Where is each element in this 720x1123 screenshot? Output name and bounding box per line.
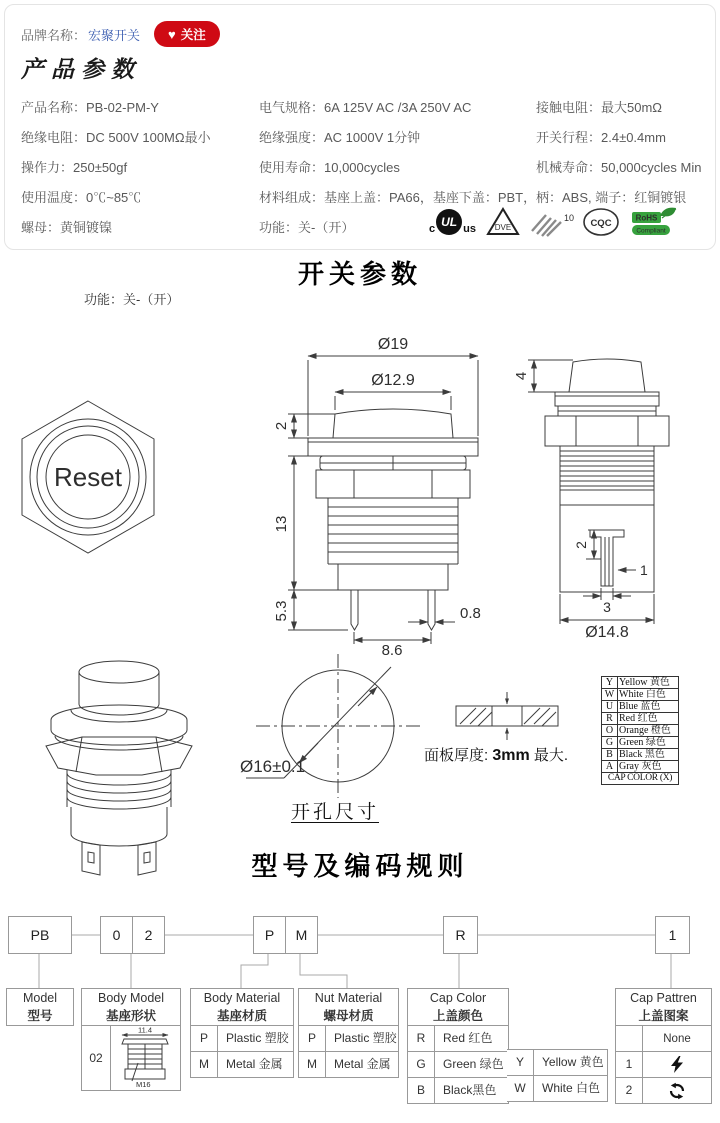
cqc-cert-icon [582,207,620,237]
table-row: G Green 绿色 [602,737,679,749]
ul-mark: UL [436,209,462,235]
svg-text:DVE: DVE [494,223,512,232]
code-box-body-model [100,916,165,954]
brand-label: 品牌名称： [21,27,87,43]
code-segment: 1 [668,927,677,943]
body-model-code: 02 [82,1026,111,1090]
table-row: Y Yellow 黄色 [602,677,679,689]
dim-label: Ø19 [377,336,409,353]
certification-icons [429,201,678,243]
table-title-zh: 上盖图案 [638,1008,689,1023]
dim-label: 11.4 [137,1025,153,1035]
front-view-drawing [248,334,496,659]
hole-size-caption: 开孔尺寸 [290,802,379,823]
table-row: B Black 黑色 [602,749,679,761]
code-segment: 2 [132,917,164,953]
table-title-en: Model [22,990,58,1005]
table-row: P Plastic 塑胶 [299,1026,398,1052]
table-title-zh: 螺母材质 [323,1008,374,1023]
code-box-cap-color [443,916,478,954]
body-model-table [81,988,181,1091]
table-row: P Plastic 塑胶 [191,1026,293,1052]
code-segment: M [285,917,317,953]
code-box-materials [253,916,318,954]
thread-label: M16 [136,1080,151,1089]
code-segment: PB [30,927,50,943]
dim-label: Ø16±0.1 [240,757,306,776]
cap-color-table [407,988,509,1104]
spec-item: 使用寿命：10,000cycles [259,160,400,175]
table-row [82,1026,180,1090]
button-3d-drawing [22,642,217,857]
table-title-en: Nut Material [314,990,383,1005]
cap-pattern-table [615,988,712,1104]
panel-note-value: 3mm [492,747,530,764]
panel-note-suffix: 最大. [529,747,569,764]
body-material-table [190,988,294,1078]
table-row: None [616,1026,711,1052]
dim-label: 8.6 [381,642,403,659]
table-row: R Red 红色 [408,1026,508,1052]
panel-note-prefix: 面板厚度: [424,747,493,764]
reset-label: Reset [54,462,122,492]
table-title-en: Body Material [203,990,281,1005]
ul-cert-icon [429,209,476,235]
spec-item: 电气规格：6A 125V AC /3A 250V AC [259,100,472,115]
table-row: Y Yellow 黄色 [507,1050,607,1076]
enec10-cert-icon [530,207,572,237]
spec-column-3 [536,93,714,213]
cap-color-code-table [601,676,679,785]
brand-bar [21,21,220,47]
dim-label: Ø12.9 [371,372,415,389]
table-row: 2 [616,1078,711,1103]
code-box-cap-pattern [655,916,690,954]
follow-button[interactable] [154,21,220,47]
spec-item: 柄：ABS, 端子：红铜镀银 [536,190,687,205]
cap-color-ext-table [507,1049,608,1102]
table-row: O Orange 橙色 [602,725,679,737]
table-row: A Gray 灰色 [602,761,679,773]
dim-label: 2 [273,421,290,431]
table-row: W White 白色 [602,689,679,701]
table-row: W White 白色 [507,1076,607,1101]
table-title-en: Cap Pattren [630,990,697,1005]
svg-text:RoHS: RoHS [635,213,658,223]
switch-params-title: 开关参数 [297,259,422,289]
table-row: B Black黑色 [408,1078,508,1103]
dim-label: 13 [273,515,290,533]
vde-cert-icon [486,207,520,237]
table-title-zh: 型号 [27,1008,53,1023]
table-title-zh: 上盖颜色 [432,1008,483,1023]
table-row: M Metal 金属 [191,1052,293,1077]
table-row: 1 [616,1052,711,1078]
dim-label: 4 [513,371,530,381]
code-segment: P [264,927,275,943]
table-title-zh: 基座材质 [216,1008,267,1023]
nut-material-table [298,988,399,1078]
table-row: G Green 绿色 [408,1052,508,1078]
product-params-title: 产品参数 [21,56,141,83]
coding-rules-title: 型号及编码规则 [251,851,469,881]
rohs-cert-icon [630,206,678,238]
table-title-en: Cap Color [429,990,487,1005]
spec-item: 使用温度：0℃~85℃ [21,190,142,205]
rotate-arrows-icon [668,1082,686,1100]
heart-icon: ♥ [168,26,176,42]
follow-label: 关注 [180,28,206,42]
spec-item: 材料组成：基座上盖：PA66，基座下盖：PBT， [259,190,537,205]
product-params-card [4,4,716,250]
table-row: CAP COLOR (X) [602,773,679,785]
svg-text:Compliant: Compliant [636,227,666,235]
spec-item: 产品名称：PB-02-PM-Y [21,100,159,115]
spec-item: 绝缘强度：AC 1000V 1分钟 [259,130,421,145]
dim-label: 0.8 [460,605,481,622]
body-model-thumbnail [111,1026,180,1090]
code-segment: 0 [112,927,121,943]
svg-text:CQC: CQC [590,218,612,229]
spec-item: 机械寿命：50,000cycles Min [536,160,702,175]
lightning-bolt-icon [671,1056,683,1073]
table-title-en: Body Model [97,990,164,1005]
dim-label: 1 [640,562,648,578]
spec-item: 接触电阻：最大50mΩ [536,100,663,115]
spec-item: 操作力：250±50gf [21,160,128,175]
side-view-drawing [498,334,716,642]
table-title-zh: 基座形状 [105,1008,156,1023]
reset-button-face-drawing [20,382,156,572]
panel-thickness-note [424,744,614,765]
spec-column-1 [21,93,256,243]
spec-item: 开关行程：2.4±0.4mm [536,130,666,145]
ul-prefix: c [429,223,436,235]
spec-item: 螺母：黄铜镀镍 [21,220,113,235]
model-table [6,988,74,1026]
dim-label: Ø14.8 [585,624,629,641]
panel-section-drawing [450,690,565,742]
svg-text:10: 10 [563,213,574,223]
spec-item: 绝缘电阻：DC 500V 100MΩ最小 [21,130,211,145]
table-row: M Metal 金属 [299,1052,398,1077]
table-row: U Blue 蓝色 [602,701,679,713]
table-row: R Red 红色 [602,713,679,725]
brand-name-link[interactable]: 宏聚开关 [88,27,141,43]
dim-label: 3 [603,599,611,615]
dim-label: 5.3 [273,600,290,622]
function-note: 功能：关-（开） [84,292,180,307]
code-box-series [8,916,72,954]
ul-suffix: us [463,223,476,235]
leaf-icon [660,208,676,217]
code-segment: R [455,927,466,943]
spec-item: 功能：关-（开） [259,220,355,235]
dim-label: 2 [573,541,589,549]
